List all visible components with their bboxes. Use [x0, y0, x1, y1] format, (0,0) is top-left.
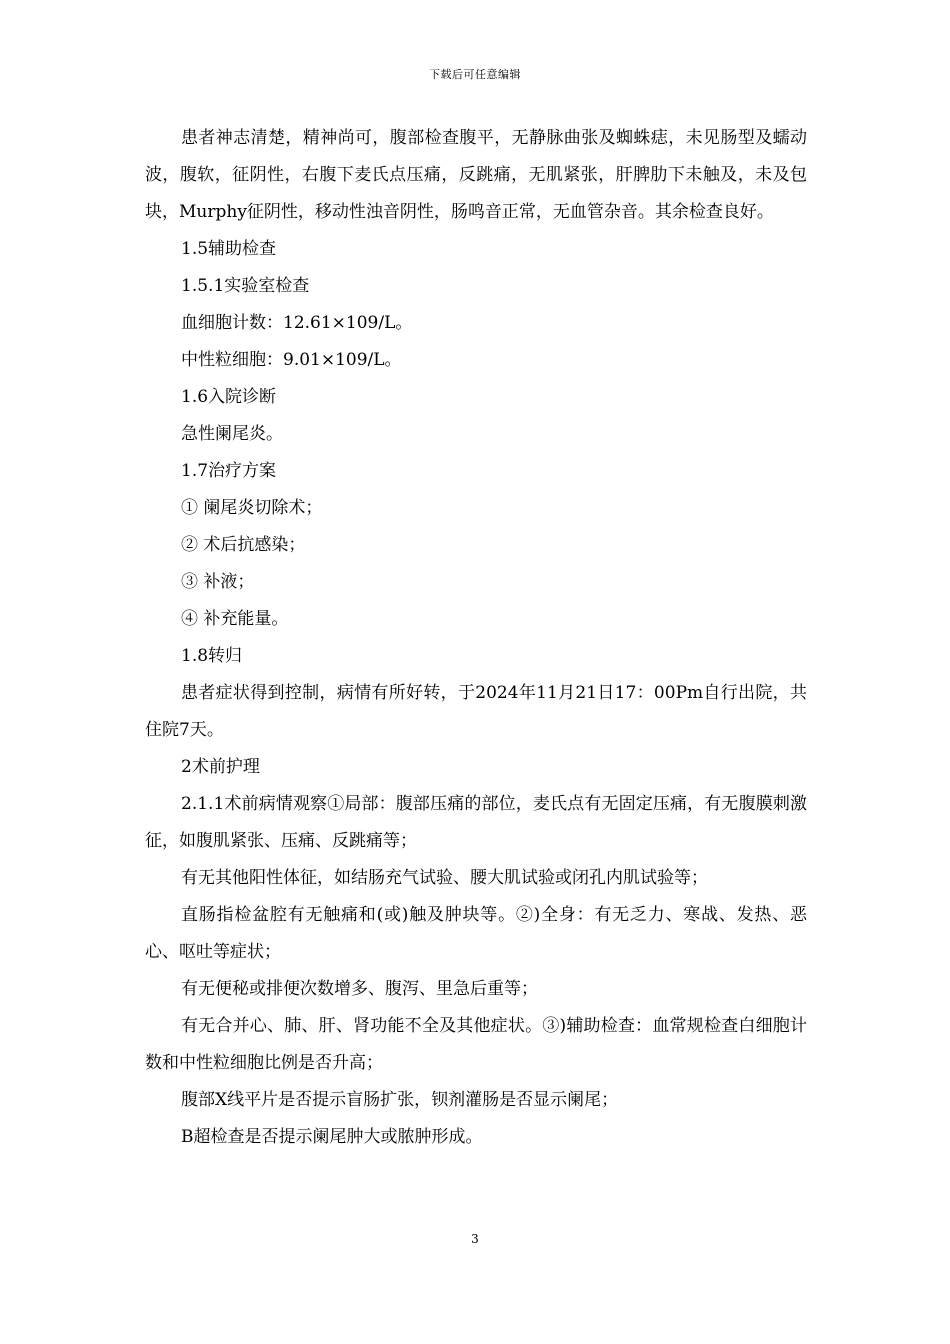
page-number: 3: [471, 1232, 479, 1246]
paragraph-outcome: 患者症状得到控制，病情有所好转，于2024年11月21日17：00Pm自行出院，共住院7天。: [145, 683, 807, 740]
paragraph-ultrasound: B超检查是否提示阑尾肿大或脓肿形成。: [181, 1127, 483, 1147]
list-item-treatment-2: ② 术后抗感染；: [181, 535, 306, 555]
list-item-treatment-3: ③ 补液；: [181, 572, 255, 592]
paragraph-rectal-exam: 直肠指检盆腔有无触痛和(或)触及肿块等。②)全身：有无乏力、寒战、发热、恶心、呕吐等症状；: [145, 905, 807, 962]
paragraph-positive-signs: 有无其他阳性体征，如结肠充气试验、腰大肌试验或闭孔内肌试验等；: [181, 868, 708, 888]
heading-outcome: 1.8转归: [181, 646, 243, 666]
heading-preop-nursing: 2术前护理: [181, 757, 260, 777]
list-item-treatment-1: ① 阑尾炎切除术；: [181, 498, 323, 518]
paragraph-blood-count: 血细胞计数：12.61×109/L。: [181, 313, 413, 333]
heading-auxiliary-exam: 1.5辅助检查: [181, 239, 277, 259]
paragraph-xray: 腹部X线平片是否提示盲肠扩张，钡剂灌肠是否显示阑尾；: [181, 1090, 619, 1110]
heading-admission-diagnosis: 1.6入院诊断: [181, 387, 277, 407]
paragraph-physical-exam: 患者神志清楚，精神尚可，腹部检查腹平，无静脉曲张及蜘蛛痣，未见肠型及蠕动波，腹软，征阴性，右腹下麦氏点压痛，反跳痛，无肌紧张，肝脾肋下未触及，未及包块，Murphy征阴性，移动性浊音阴性，肠鸣音正常，无血管杂音。其余检查良好。: [145, 128, 807, 222]
heading-treatment-plan: 1.7治疗方案: [181, 461, 277, 481]
list-item-treatment-4: ④ 补充能量。: [181, 609, 289, 629]
paragraph-diagnosis: 急性阑尾炎。: [181, 424, 283, 444]
paragraph-neutrophil: 中性粒细胞：9.01×109/L。: [181, 350, 402, 370]
paragraph-organ-function: 有无合并心、肺、肝、肾功能不全及其他症状。③)辅助检查：血常规检查白细胞计数和中性粒细胞比例是否升高；: [145, 1016, 807, 1073]
heading-lab-exam: 1.5.1实验室检查: [181, 276, 310, 296]
paragraph-bowel-symptoms: 有无便秘或排便次数增多、腹泻、里急后重等；: [181, 979, 538, 999]
document-body: [145, 120, 807, 1156]
paragraph-preop-observation: 2.1.1术前病情观察①局部：腹部压痛的部位，麦氏点有无固定压痛，有无腹膜刺激征，如腹肌紧张、压痛、反跳痛等；: [145, 794, 807, 851]
page-header: 下载后可任意编辑: [429, 68, 521, 81]
